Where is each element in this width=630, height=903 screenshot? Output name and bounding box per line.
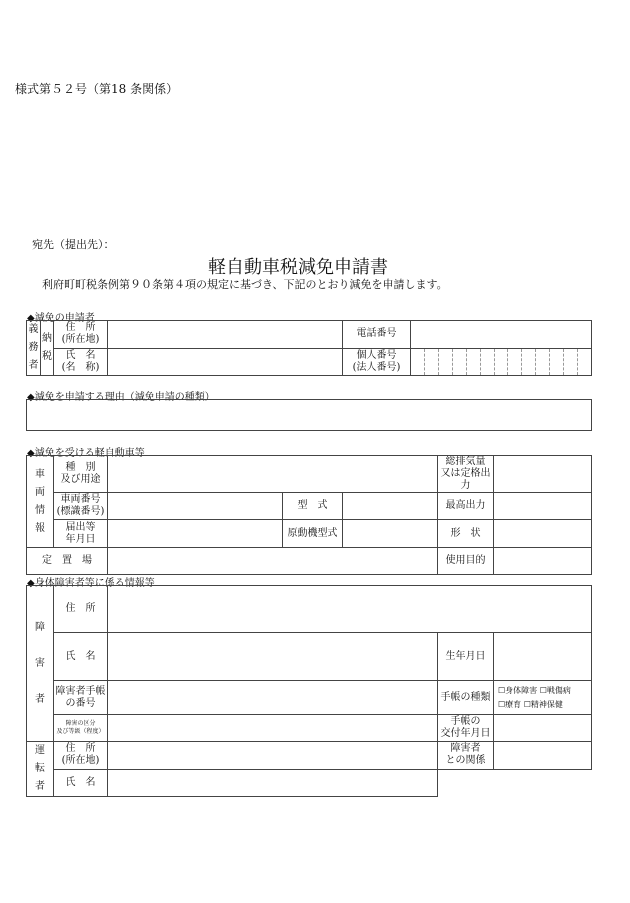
applicant-id-field[interactable]: [411, 348, 592, 376]
driver-address-field[interactable]: [108, 742, 438, 770]
issue-date-field[interactable]: [494, 715, 592, 742]
applicant-address-field[interactable]: [108, 321, 343, 349]
engine-model-label: 原動機型式: [283, 520, 343, 548]
driver-relation-field[interactable]: [494, 742, 592, 770]
birthdate-field[interactable]: [494, 633, 592, 681]
applicant-id-label: 個人番号 (法人番号): [343, 348, 411, 376]
intro-text: 利府町町税条例第９０条第４項の規定に基づき、下記のとおり減免を申請します。: [42, 278, 448, 291]
birthdate-label: 生年月日: [438, 633, 494, 681]
taxpayer-side-label: 納 税: [41, 321, 54, 376]
vehicle-table: [26, 455, 592, 575]
purpose-label: 使用目的: [438, 548, 494, 575]
disabled-person-side-label: 障 害 者: [27, 586, 54, 742]
applicant-heading: ◆減免の申請者: [27, 313, 95, 324]
max-output-label: 最高出力: [438, 493, 494, 520]
disabled-address-field[interactable]: [108, 586, 592, 633]
max-output-field[interactable]: [494, 493, 592, 520]
storage-field[interactable]: [108, 548, 438, 575]
disability-table: [26, 585, 592, 742]
form-title: 軽自動車税減免申請書: [208, 257, 388, 278]
registration-date-field[interactable]: [108, 520, 283, 548]
empty-area: [438, 769, 592, 797]
grade-field[interactable]: [108, 715, 438, 742]
grade-label: 障害の区分 及び等級（程度）: [54, 715, 108, 742]
shape-field[interactable]: [494, 520, 592, 548]
disabled-name-field[interactable]: [108, 633, 438, 681]
driver-relation-label: 障害者 との関係: [438, 742, 494, 770]
vehicle-number-label: 車両番号 (標識番号): [54, 493, 108, 520]
notebook-options-row1[interactable]: ☐身体障害 ☐戦傷病: [498, 685, 571, 695]
driver-side-label: 運 転 者: [27, 742, 54, 797]
applicant-name-field[interactable]: [108, 348, 343, 376]
vehicle-type-label: 種 別 及び用途: [54, 456, 108, 493]
driver-name-field[interactable]: [108, 769, 438, 797]
driver-name-label: 氏 名: [54, 769, 108, 797]
vehicle-heading: ◆減免を受ける軽自動車等: [27, 448, 145, 459]
vehicle-side-label: 車 両 情 報: [27, 456, 54, 548]
issue-date-label: 手帳の 交付年月日: [438, 715, 494, 742]
displacement-label: 総排気量 又は定格出力: [438, 456, 494, 493]
obligor-side-label: 義 務 者: [27, 321, 41, 376]
engine-model-field[interactable]: [343, 520, 438, 548]
form-number: 様式第５２号（第18 条関係）: [15, 82, 179, 96]
storage-label: 定 置 場: [27, 548, 108, 575]
notebook-number-label: 障害者手帳 の番号: [54, 681, 108, 715]
model-field[interactable]: [343, 493, 438, 520]
applicant-phone-field[interactable]: [411, 321, 592, 349]
notebook-number-field[interactable]: [108, 681, 438, 715]
disabled-name-label: 氏 名: [54, 633, 108, 681]
displacement-field[interactable]: [494, 456, 592, 493]
addressee-label: 宛先（提出先）：: [32, 238, 115, 251]
applicant-phone-label: 電話番号: [343, 321, 411, 349]
shape-label: 形 状: [438, 520, 494, 548]
driver-address-label: 住 所 (所在地): [54, 742, 108, 770]
vehicle-number-field[interactable]: [108, 493, 283, 520]
notebook-options-row2[interactable]: ☐療育 ☐精神保健: [498, 699, 563, 709]
notebook-type-label: 手帳の種類: [438, 681, 494, 715]
disability-heading: ◆身体障害者等に係る情報等: [27, 578, 155, 589]
purpose-field[interactable]: [494, 548, 592, 575]
notebook-type-options[interactable]: [494, 681, 592, 715]
registration-date-label: 届出等 年月日: [54, 520, 108, 548]
applicant-name-label: 氏 名 (名 称): [54, 348, 108, 376]
driver-table: [26, 741, 592, 797]
disabled-address-label: 住 所: [54, 586, 108, 633]
applicant-table: [26, 320, 592, 376]
applicant-address-label: 住 所 (所在地): [54, 321, 108, 349]
model-label: 型 式: [283, 493, 343, 520]
reason-heading: ◆減免を申請する理由（減免申請の種類）: [27, 392, 215, 403]
reason-field[interactable]: [26, 399, 592, 431]
vehicle-type-field[interactable]: [108, 456, 438, 493]
